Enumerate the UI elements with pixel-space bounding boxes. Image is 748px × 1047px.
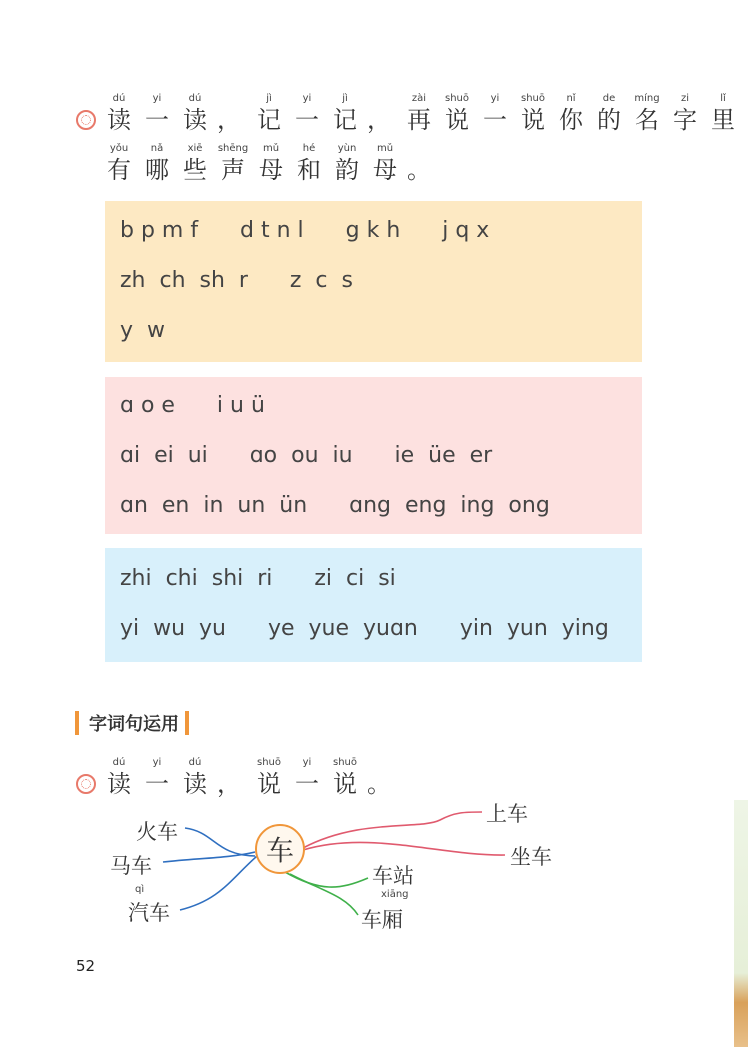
pinyin: jì [266,93,272,104]
pinyin: nǐ [566,93,576,104]
pinyin: mǔ [376,143,394,154]
syllables-line: yi wu yu ye yue yuɑn yin yun ying [120,616,609,641]
finals-line: ɑi ei ui ɑo ou iu ie üe er [120,443,493,468]
pinyin: shēng [217,143,249,154]
initials-line: b p m f d t n l g k h j q x [120,218,490,243]
hanzi: 哪 [145,156,169,184]
pinyin: yǒu [109,143,129,154]
hanzi: ， [217,770,241,798]
pinyin: yùn [337,143,357,154]
hanzi: 里 [711,106,735,134]
page-edge-decoration [734,800,748,1047]
hanzi: 读 [183,106,207,134]
connector-huoche [185,828,255,856]
connector-shangche [303,812,482,848]
mindmap-pinyin-qi: qì [135,884,145,895]
hanzi: 读 [183,770,207,798]
hanzi: 些 [183,156,207,184]
pinyin: dú [188,93,202,104]
mindmap-word-chezhan: 车站 [372,864,414,888]
hanzi: 你 [559,106,583,134]
hanzi: 。 [407,156,431,184]
pinyin: yi [152,757,162,768]
mindmap-word-huoche: 火车 [136,820,178,844]
hanzi: 名 [635,106,659,134]
pinyin: yi [302,93,312,104]
pinyin: yi [490,93,500,104]
hanzi: 声 [221,156,245,184]
mindmap-word-qiche: 汽车 [128,901,170,925]
pinyin: lǐ [720,93,726,104]
pinyin: dú [112,757,126,768]
connector-qiche [180,856,257,910]
pinyin: jì [342,93,348,104]
hanzi: 记 [333,106,357,134]
pinyin: zi [680,93,690,104]
pinyin: hé [302,143,316,154]
hanzi: 母 [373,156,397,184]
mindmap-pinyin-xiang: xiāng [381,889,409,900]
hanzi: 的 [597,106,621,134]
pinyin: shuō [520,93,545,104]
hanzi: 说 [257,770,281,798]
pinyin: dú [112,93,126,104]
pinyin: míng [634,93,660,104]
hanzi: ， [217,106,241,134]
hanzi: 。 [367,770,391,798]
pinyin: shuō [256,757,281,768]
connector-zuoche [303,842,505,855]
mindmap-word-zuoche: 坐车 [510,845,552,869]
hanzi: 说 [445,106,469,134]
finals-line: ɑ o e i u ü [120,393,265,418]
hanzi: 字 [673,106,697,134]
hanzi: 有 [107,156,131,184]
hanzi: 说 [333,770,357,798]
pinyin: zài [411,93,427,104]
pinyin: yi [302,757,312,768]
pinyin: mǔ [262,143,280,154]
pinyin: shuō [332,757,357,768]
pinyin: yi [152,93,162,104]
mindmap-word-mache: 马车 [110,854,152,878]
page-number: 52 [76,957,96,975]
hanzi: 读 [107,770,131,798]
finals-line: ɑn en in un ün ɑng eng ing ong [120,493,550,518]
syllables-line: zhi chi shi ri zi ci si [120,566,396,591]
hanzi: 一 [145,106,169,134]
initials-line: y w [120,318,165,343]
hanzi: 记 [257,106,281,134]
hanzi: 一 [295,106,319,134]
hanzi: 说 [521,106,545,134]
pinyin: dú [188,757,202,768]
connector-chezhan [285,872,368,887]
mindmap-word-chexiang: 车厢 [361,908,403,932]
hanzi: 韵 [335,156,359,184]
section-title: 字词句运用 [89,714,179,735]
hanzi: ， [367,106,391,134]
hanzi: 读 [107,106,131,134]
hanzi: 再 [407,106,431,134]
hanzi: 一 [295,770,319,798]
pinyin: xiē [187,143,203,154]
mindmap-center: 车 [255,824,305,874]
initials-line: zh ch sh r z c s [120,268,353,293]
mindmap-word-shangche: 上车 [486,802,528,826]
pinyin: nǎ [150,143,164,154]
hanzi: 一 [483,106,507,134]
connector-mache [163,852,255,862]
hanzi: 一 [145,770,169,798]
hanzi: 和 [297,156,321,184]
hanzi: 母 [259,156,283,184]
pinyin: de [602,93,616,104]
pinyin: shuō [444,93,469,104]
